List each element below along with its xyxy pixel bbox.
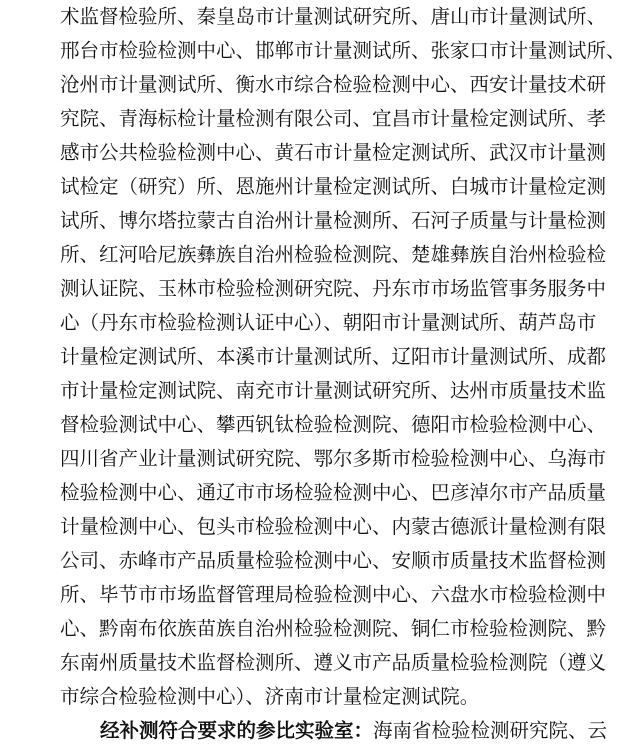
reference-lab-text: 海南省检验检测研究院、云 xyxy=(373,719,608,742)
text-line: 公司、赤峰市产品质量检验检测中心、安顺市质量技术监督检测 xyxy=(60,549,607,572)
text-line: 心（丹东市检验检测认证中心）、朝阳市计量测试所、葫芦岛市 xyxy=(60,311,597,334)
text-line: 究院、青海标检计量检测有限公司、宜昌市计量检定测试所、孝 xyxy=(60,107,607,130)
text-line: 试检定（研究）所、恩施州计量检定测试所、白城市计量检定测 xyxy=(60,175,607,198)
text-line: 东南州质量技术监督检测所、遵义市产品质量检验检测院（遵义 xyxy=(60,651,607,674)
text-line: 市综合检验检测中心）、济南市计量检定测试院。 xyxy=(60,685,480,708)
text-line: 督检验测试中心、攀西钒钛检验检测院、德阳市检验检测中心、 xyxy=(60,413,607,436)
text-line: 试所、博尔塔拉蒙古自治州计量检测所、石河子质量与计量检测 xyxy=(60,209,607,232)
text-line: 所、毕节市市场监督管理局检验检测中心、六盘水市检验检测中 xyxy=(60,583,607,606)
text-line: 心、黔南布依族苗族自治州检验检测院、铜仁市检验检测院、黔 xyxy=(60,617,607,640)
text-line: 计量检测中心、包头市检验检测中心、内蒙古德派计量检测有限 xyxy=(60,515,607,538)
text-line: 检验检测中心、通辽市市场检验检测中心、巴彦淖尔市产品质量 xyxy=(60,481,607,504)
text-line: 邢台市检验检测中心、邯郸市计量测试所、张家口市计量测试所、 xyxy=(60,39,626,62)
text-line: 四川省产业计量测试研究院、鄂尔多斯市检验检测中心、乌海市 xyxy=(60,447,607,470)
text-line: 计量检定测试所、本溪市计量测试所、辽阳市计量测试所、成都 xyxy=(60,345,607,368)
text-line: 沧州市计量测试所、衡水市综合检验检测中心、西安计量技术研 xyxy=(60,73,607,96)
reference-lab-label: 经补测符合要求的参比实验室： xyxy=(100,719,374,742)
text-line: 感市公共检验检测中心、黄石市计量检定测试所、武汉市计量测 xyxy=(60,141,607,164)
text-line: 市计量检定测试院、南充市计量测试研究所、达州市质量技术监 xyxy=(60,379,607,402)
text-line: 测认证院、玉林市检验检测研究院、丹东市市场监管事务服务中 xyxy=(60,277,607,300)
text-line: 所、红河哈尼族彝族自治州检验检测院、楚雄彝族自治州检验检 xyxy=(60,243,607,266)
second-paragraph-first-line xyxy=(100,714,608,748)
text-line: 术监督检验所、秦皇岛市计量测试研究所、唐山市计量测试所、 xyxy=(60,5,607,28)
